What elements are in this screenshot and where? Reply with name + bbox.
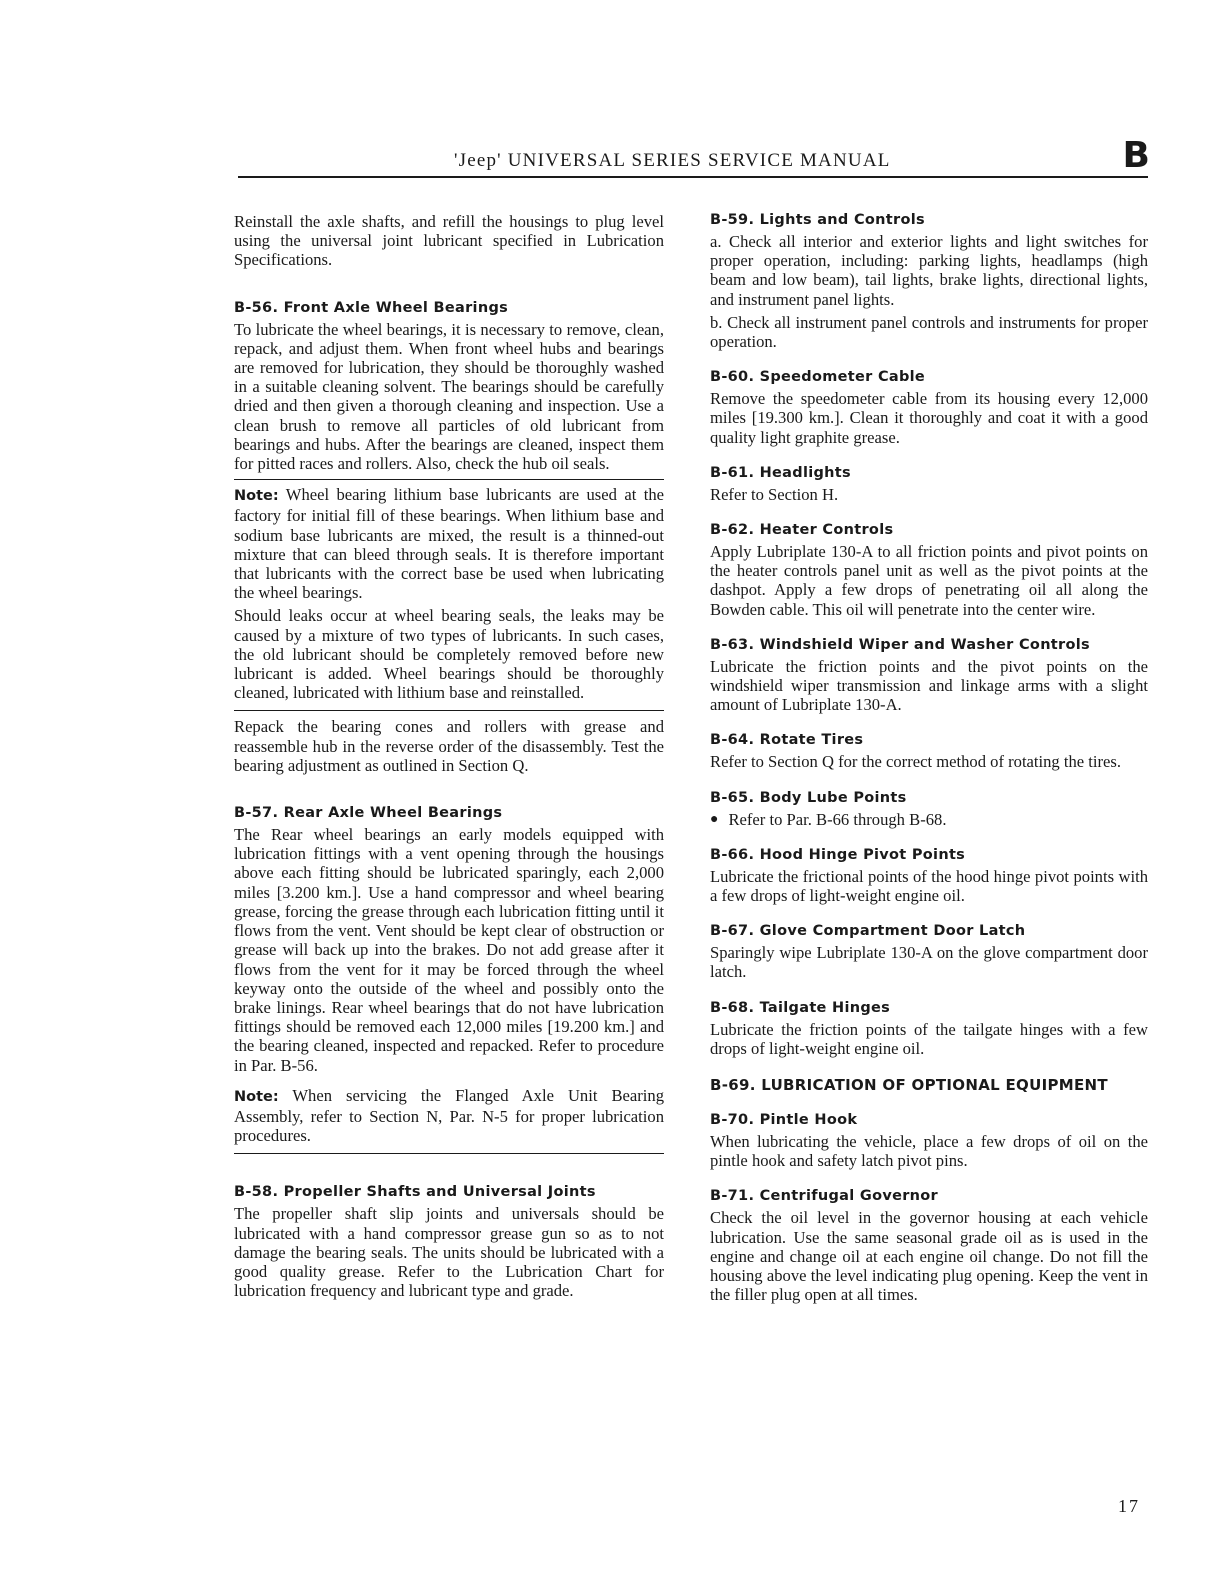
note-paragraph (234, 485, 664, 602)
section-b58 (234, 1184, 664, 1300)
section-body-after-note: Repack the bearing cones and rollers with grease and reassemble hub in the reverse order of the disassembly. Test the bearing adjustment as outlined in Section Q. (234, 717, 664, 775)
section-body: When lubricating the vehicle, place a few drops of oil on the pintle hook and safety latch pivot pins. (710, 1132, 1148, 1171)
note-text: Wheel bearing lithium base lubricants are used at the factory for initial fill of these bearings. When lithium base and sodium base lubricants are mixed, the result is a thinned-out mixture that can bleed through seals. It is therefore important that lubricants with the correct base be used when lubricating the wheel bearings. (234, 485, 664, 603)
section-heading: B-63. Windshield Wiper and Washer Controls (710, 636, 1090, 653)
section-b61 (710, 465, 1148, 504)
section-body: To lubricate the wheel bearings, it is necessary to remove, clean, repack, and adjust them. When front wheel hubs and bearings are removed for lubrication, they should be thoroughly washed in a suitable cleaning solvent. The bearings should be carefully dried and then given a thorough cleaning and inspection. Use a clean brush to remove all particles of old lubricant from bearings and hubs. After the bearings are cleaned, inspect them for pitted races and rollers. Also, check the hub oil seals. (234, 319, 664, 474)
section-heading: B-58. Propeller Shafts and Universal Joints (234, 1184, 596, 1201)
page-number: 17 (1118, 1496, 1140, 1516)
item-a: a. Check all interior and exterior lights and light switches for proper operation, including: parking lights, headlamps (high beam and low beam), tail lights, brake lights, directional lights, and instrument panel lights. (710, 232, 1148, 309)
section-b71 (710, 1188, 1148, 1304)
section-heading: B-67. Glove Compartment Door Latch (710, 923, 1026, 940)
note-box (234, 479, 664, 711)
section-b65 (710, 790, 1148, 829)
bullet-icon: ● (710, 811, 719, 827)
section-letter: B (1122, 135, 1150, 176)
item-b: b. Check all instrument panel controls and instruments for proper operation. (710, 312, 1148, 352)
note-box (234, 1081, 664, 1155)
bullet-item (710, 810, 1148, 829)
section-body: Remove the speedometer cable from its housing every 12,000 miles [19.300 km.]. Clean it thoroughly and coat it with a good quality light graphite grease. (710, 389, 1148, 447)
note-paragraph-2: Should leaks occur at wheel bearing seals, the leaks may be caused by a mixture of two types of lubricants. In such cases, the old lubricant should be completely removed before new lubricant is added. Wheel bearings should be thoroughly cleaned, lubricated with lithium base and reinstalled. (234, 606, 664, 703)
intro-section (234, 212, 664, 270)
section-heading: B-61. Headlights (710, 464, 851, 481)
section-body: The propeller shaft slip joints and universals should be lubricated with a hand compressor grease gun so as to not damage the bearing seals. The units should be lubricated with a good quality grease. Refer to the Lubrication Chart for lubrication frequency and lubricant type and grade. (234, 1204, 664, 1301)
section-body: Sparingly wipe Lubriplate 130-A on the glove compartment door latch. (710, 943, 1148, 982)
section-heading: B-64. Rotate Tires (710, 732, 864, 749)
section-b64 (710, 732, 1148, 771)
section-heading: B-70. Pintle Hook (710, 1112, 858, 1129)
intro-paragraph: Reinstall the axle shafts, and refill the housings to plug level using the universal joint lubricant specified in Lubrication Specifications. (234, 212, 664, 270)
note-label: Note: (234, 1088, 279, 1105)
section-body: The Rear wheel bearings an early models equipped with lubrication fittings with a vent opening through the housings above each fitting should be lubricated sparingly, each 2,000 miles [3.200 km.]. Use a hand compressor and wheel bearing grease, forcing the grease through each lubrication fitting until it flows from the vent. Vent should be kept clear of obstruction or grease will back up into the brakes. Do not add grease after it flows from the vent for it may be forced through the wheel keyway onto the outside of the wheel and possibly onto the brake linings. Rear wheel bearings that do not have lubrication fittings should be removed each 12,000 miles [19.200 km.] and the bearing cleaned, inspected and repacked. Refer to procedure in Par. B-56. (234, 825, 664, 1075)
page-header (238, 135, 1150, 180)
section-b57 (234, 805, 664, 1154)
section-heading: B-57. Rear Axle Wheel Bearings (234, 805, 503, 822)
left-column (234, 212, 664, 1318)
section-b62 (710, 522, 1148, 619)
section-heading: B-59. Lights and Controls (710, 212, 925, 228)
section-b63 (710, 637, 1148, 715)
section-b60 (710, 369, 1148, 447)
section-heading: B-62. Heater Controls (710, 522, 894, 539)
section-b68 (710, 1000, 1148, 1058)
section-body: Refer to Section H. (710, 484, 839, 504)
section-b70 (710, 1112, 1148, 1170)
section-b67 (710, 923, 1148, 981)
section-heading: B-68. Tailgate Hinges (710, 999, 891, 1016)
bullet-text: Refer to Par. B-66 through B-68. (728, 809, 947, 829)
right-column (710, 212, 1148, 1323)
section-heading: B-66. Hood Hinge Pivot Points (710, 846, 966, 863)
section-b59 (710, 212, 1148, 351)
section-body: Apply Lubriplate 130-A to all friction points and pivot points on the heater controls panel unit as well as the pivot points at the dashpot. Apply a few drops of penetrating oil all along the Bowden cable. This oil will penetrate into the center wire. (710, 542, 1148, 619)
section-b66 (710, 847, 1148, 905)
header-rule (238, 176, 1148, 178)
section-body: Lubricate the friction points and the pivot points on the windshield wiper transmission and linkage arms with a slight amount of Lubriplate 130-A. (710, 656, 1148, 715)
section-b56 (234, 300, 664, 775)
section-heading: B-71. Centrifugal Governor (710, 1188, 939, 1205)
section-heading: B-65. Body Lube Points (710, 789, 907, 806)
major-heading: B-69. LUBRICATION OF OPTIONAL EQUIPMENT (710, 1076, 1108, 1095)
note-text: When servicing the Flanged Axle Unit Bearing Assembly, refer to Section N, Par. N-5 for proper lubrication procedures. (234, 1085, 664, 1146)
running-title: 'Jeep' UNIVERSAL SERIES SERVICE MANUAL (454, 150, 891, 171)
section-body: Check the oil level in the governor housing at each vehicle lubrication. Use the same seasonal grade oil as is used in the engine and change oil at each engine oil change. Do not fill the housing above the level indicating plug opening. Keep the vent in the filler plug open at all times. (710, 1208, 1148, 1305)
section-body: Refer to Section Q for the correct method of rotating the tires. (710, 752, 1122, 772)
section-heading: B-60. Speedometer Cable (710, 369, 926, 386)
section-body: Lubricate the frictional points of the hood hinge pivot points with a few drops of light-weight engine oil. (710, 866, 1148, 906)
note-label: Note: (234, 488, 279, 505)
note-paragraph (234, 1086, 664, 1146)
section-heading: B-56. Front Axle Wheel Bearings (234, 299, 509, 316)
section-body: Lubricate the friction points of the tailgate hinges with a few drops of light-weight engine oil. (710, 1019, 1148, 1058)
